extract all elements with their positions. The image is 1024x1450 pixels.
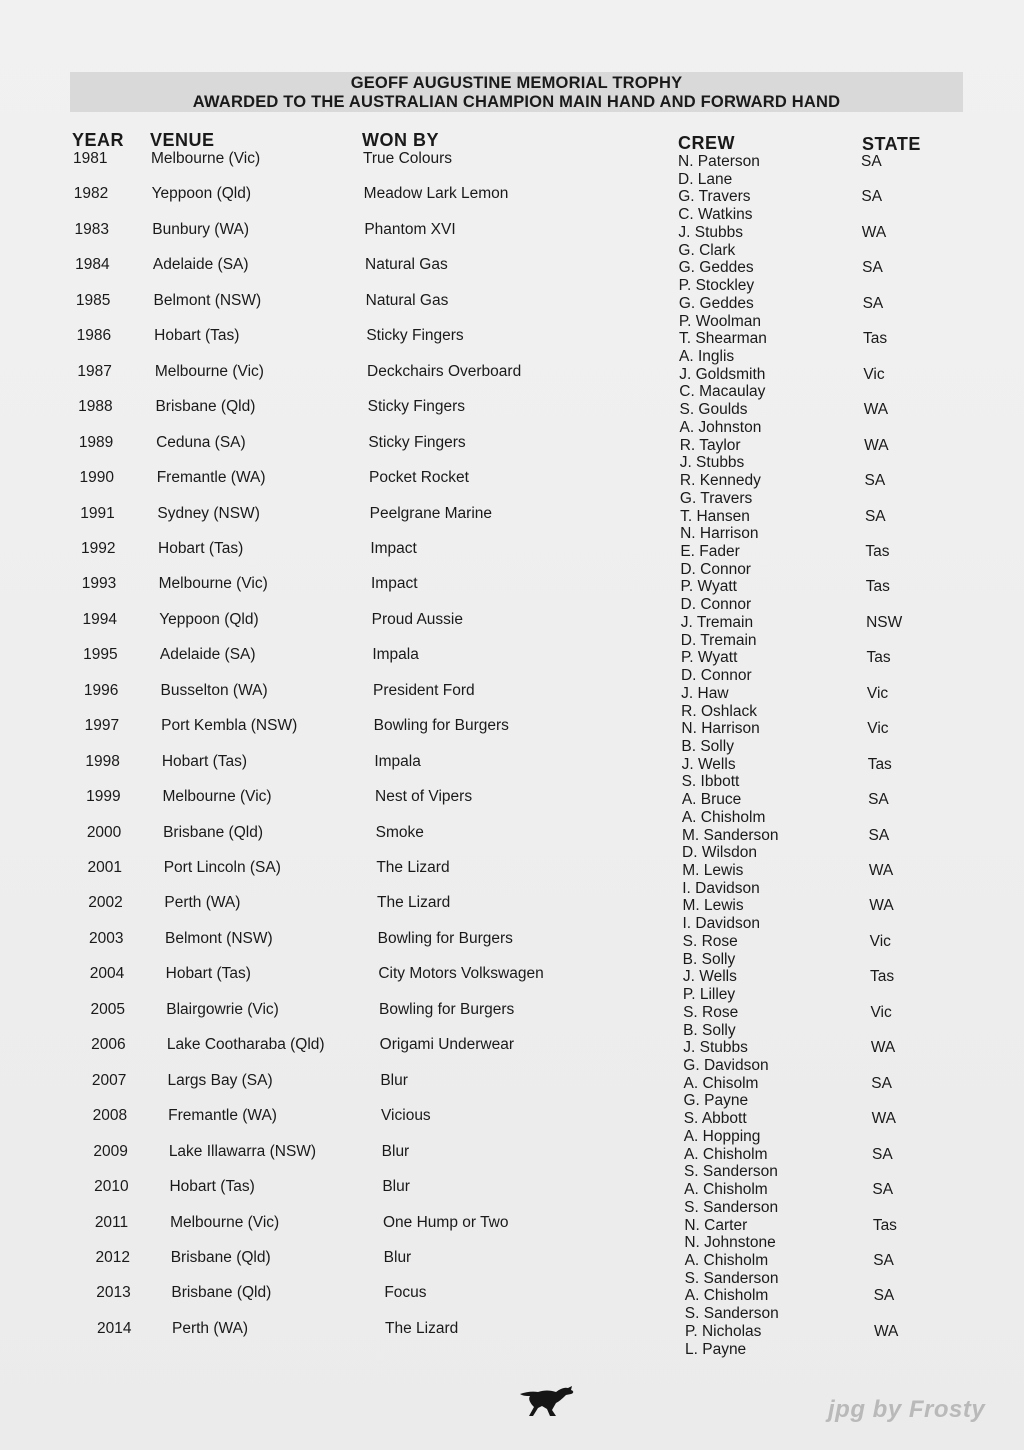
cell-year: 1982 — [73, 185, 109, 203]
cell-crew — [681, 720, 759, 756]
cell-year: 1995 — [83, 646, 118, 664]
cell-year: 1992 — [81, 539, 116, 557]
crew-member-1: A. Chisolm — [683, 1074, 759, 1092]
table-row — [0, 1284, 1024, 1323]
crew-member-1: P. Wyatt — [680, 649, 738, 667]
cell-year: 1990 — [79, 469, 115, 487]
cell-won-by: Blur — [382, 1178, 410, 1196]
crew-member-1: J. Wells — [682, 968, 737, 986]
cell-state: NSW — [866, 613, 903, 631]
crew-member-2: A. Johnston — [679, 418, 762, 436]
table-row — [0, 1143, 1024, 1179]
crew-member-1: R. Taylor — [679, 436, 741, 454]
cell-venue: Hobart (Tas) — [165, 965, 251, 983]
table-row — [0, 1214, 1024, 1250]
crew-member-1: J. Stubbs — [683, 1039, 748, 1057]
cell-state: Vic — [867, 720, 889, 738]
cell-won-by: One Hump or Two — [383, 1213, 509, 1231]
cell-state: WA — [874, 1322, 899, 1340]
table-row — [0, 1107, 1024, 1143]
cell-year: 2006 — [91, 1036, 126, 1054]
cell-state: Vic — [863, 365, 885, 383]
crew-member-2: A. Chisholm — [681, 808, 766, 826]
cell-venue: Perth (WA) — [164, 894, 241, 912]
cell-crew — [679, 295, 761, 331]
cell-venue: Fremantle (WA) — [168, 1107, 277, 1125]
crew-member-2: L. Payne — [685, 1340, 747, 1358]
crew-member-1: J. Haw — [681, 684, 729, 702]
cell-won-by: City Motors Volkswagen — [378, 965, 544, 983]
header-venue: VENUE — [150, 130, 215, 150]
cell-won-by: Meadow Lark Lemon — [363, 185, 509, 203]
cell-year: 2001 — [87, 859, 123, 876]
crew-member-1: S. Abbott — [683, 1110, 747, 1128]
cell-venue: Lake Cootharaba (Qld) — [166, 1036, 325, 1054]
cell-venue: Fremantle (WA) — [156, 469, 266, 487]
cell-year: 2012 — [95, 1248, 131, 1266]
cell-crew — [679, 259, 755, 295]
cell-crew — [680, 508, 758, 544]
cell-year: 2004 — [89, 965, 125, 983]
crew-member-2: C. Macaulay — [679, 383, 766, 401]
cell-state: SA — [868, 826, 890, 844]
cell-crew — [680, 472, 761, 508]
cell-state: SA — [864, 507, 886, 525]
table-row — [0, 256, 1024, 295]
crew-member-2: G. Payne — [683, 1092, 749, 1110]
cell-venue: Melbourne (Vic) — [151, 150, 261, 167]
crew-member-2: I. Davidson — [682, 915, 760, 933]
cell-venue: Melbourne (Vic) — [162, 788, 272, 806]
cell-won-by: Deckchairs Overboard — [367, 362, 522, 380]
cell-venue: Lake Illawarra (NSW) — [168, 1142, 317, 1160]
cell-venue: Adelaide (SA) — [152, 256, 249, 274]
cell-venue: Hobart (Tas) — [154, 327, 240, 345]
cell-won-by: Blur — [380, 1071, 408, 1089]
crew-member-2: A. Hopping — [683, 1127, 761, 1145]
cell-venue: Bunbury (WA) — [152, 220, 250, 238]
cell-state: Tas — [870, 968, 895, 986]
cell-year: 1984 — [75, 256, 110, 274]
cell-crew — [678, 153, 760, 189]
cell-year: 2010 — [94, 1178, 129, 1196]
table-row — [0, 894, 1024, 933]
table-row — [0, 1036, 1024, 1075]
cell-state: SA — [871, 1074, 892, 1092]
crew-member-1: M. Lewis — [682, 897, 744, 915]
cell-won-by: Focus — [384, 1284, 427, 1302]
crew-member-2: S. Sanderson — [684, 1305, 779, 1323]
cell-won-by: Nest of Vipers — [375, 788, 473, 806]
table-row — [0, 646, 1024, 685]
crew-member-2: D. Connor — [680, 667, 752, 685]
crew-member-2: G. Travers — [679, 489, 753, 507]
cell-won-by: Smoke — [375, 823, 424, 841]
cell-state: Tas — [865, 542, 890, 560]
cell-venue: Sydney (NSW) — [157, 504, 260, 522]
cell-crew — [681, 685, 757, 721]
cell-year: 2008 — [92, 1107, 128, 1125]
crew-member-2: N. Johnstone — [684, 1234, 776, 1252]
cell-won-by: The Lizard — [376, 859, 450, 876]
cell-year: 1999 — [86, 788, 121, 806]
crew-member-2: D. Lane — [678, 170, 733, 188]
crew-member-1: A. Chisholm — [683, 1145, 768, 1163]
cell-crew — [682, 897, 760, 933]
cell-won-by: Impala — [374, 752, 421, 770]
table-row — [0, 221, 1024, 257]
cell-year: 1985 — [75, 291, 111, 309]
cell-year: 2002 — [88, 894, 123, 912]
cell-state: SA — [864, 472, 886, 490]
cell-crew — [683, 968, 737, 1004]
crew-member-2: B. Solly — [683, 1021, 736, 1039]
cell-crew — [679, 366, 765, 402]
cell-year: 1994 — [82, 610, 117, 628]
crew-member-2: S. Sanderson — [684, 1269, 779, 1287]
cell-crew — [684, 1075, 759, 1111]
crew-member-1: T. Hansen — [680, 507, 750, 525]
crew-member-2: D. Wilsdon — [682, 844, 757, 862]
cell-crew — [684, 1110, 761, 1146]
table-row — [0, 753, 1024, 789]
cell-year: 1981 — [73, 150, 108, 167]
cell-year: 2003 — [89, 929, 124, 947]
cell-crew — [680, 437, 745, 473]
cell-won-by: Impact — [371, 575, 418, 593]
table-row — [0, 611, 1024, 647]
cell-crew — [683, 933, 738, 969]
cell-crew — [683, 1039, 768, 1075]
cell-won-by: President Ford — [373, 681, 475, 699]
cell-venue: Adelaide (SA) — [159, 646, 256, 664]
cell-state: SA — [872, 1181, 894, 1199]
cell-crew — [682, 791, 766, 827]
crew-member-1: N. Carter — [684, 1216, 748, 1234]
header-won-by: WON BY — [362, 130, 439, 150]
crew-member-1: T. Shearman — [679, 330, 767, 348]
cell-crew — [684, 1146, 778, 1182]
crew-member-1: J. Stubbs — [678, 223, 744, 241]
cell-year: 1998 — [85, 752, 120, 770]
table-row — [0, 930, 1024, 966]
crew-member-1: J. Goldsmith — [679, 365, 766, 383]
cell-year: 2013 — [96, 1284, 131, 1302]
crew-member-1: P. Nicholas — [685, 1322, 762, 1340]
cell-state: WA — [870, 1039, 896, 1057]
crew-member-1: G. Travers — [678, 188, 751, 206]
cell-venue: Port Kembla (NSW) — [161, 717, 298, 735]
cell-year: 1997 — [84, 717, 120, 735]
cell-venue: Melbourne (Vic) — [158, 575, 268, 593]
crew-member-2: D. Connor — [680, 560, 751, 578]
cell-state: WA — [861, 223, 887, 241]
cell-state: Vic — [870, 1003, 892, 1021]
table-row — [0, 1001, 1024, 1037]
crew-member-2: P. Lilley — [682, 986, 736, 1004]
crew-member-2: P. Woolman — [678, 312, 761, 330]
crew-member-1: N. Paterson — [678, 153, 760, 170]
crew-member-1: G. Geddes — [678, 294, 754, 312]
cell-year: 2000 — [86, 823, 122, 841]
cell-won-by: Phantom XVI — [364, 220, 456, 238]
cell-venue: Brisbane (Qld) — [163, 823, 264, 841]
table-row — [0, 859, 1024, 895]
crew-member-2: B. Solly — [681, 737, 734, 755]
crew-member-1: A. Chisholm — [684, 1181, 768, 1199]
cell-crew — [681, 649, 752, 685]
crew-member-1: M. Lewis — [682, 862, 744, 879]
crew-member-1: J. Wells — [681, 755, 736, 773]
cell-venue: Port Lincoln (SA) — [163, 859, 281, 876]
cell-venue: Perth (WA) — [172, 1319, 249, 1337]
table-row — [0, 327, 1024, 366]
cell-crew — [678, 224, 743, 260]
cell-won-by: Bowling for Burgers — [379, 1000, 515, 1018]
cell-state: SA — [873, 1287, 895, 1305]
cell-won-by: Sticky Fingers — [368, 433, 466, 451]
cell-crew — [680, 543, 751, 579]
cell-year: 1989 — [78, 433, 114, 451]
cell-venue: Yeppoon (Qld) — [159, 610, 259, 628]
table-row — [0, 505, 1024, 541]
cell-venue: Belmont (NSW) — [153, 291, 262, 309]
cell-state: SA — [861, 188, 883, 206]
cell-venue: Blairgowrie (Vic) — [166, 1000, 279, 1018]
cell-won-by: Vicious — [381, 1107, 431, 1125]
crew-member-2: G. Davidson — [683, 1057, 769, 1075]
title-line-1: GEOFF AUGUSTINE MEMORIAL TROPHY — [350, 74, 683, 92]
cell-crew — [681, 578, 752, 614]
cell-won-by: Natural Gas — [365, 291, 449, 309]
table-row — [0, 469, 1024, 505]
cell-crew — [685, 1252, 779, 1288]
header-crew: CREW — [678, 133, 735, 153]
table-row — [0, 788, 1024, 824]
cell-state: SA — [861, 153, 882, 170]
table-row — [0, 575, 1024, 614]
watermark-text: jpg by Frosty — [828, 1396, 986, 1423]
cell-venue: Ceduna (SA) — [156, 433, 246, 451]
cell-state: Vic — [869, 932, 891, 950]
title-line-2: AWARDED TO THE AUSTRALIAN CHAMPION MAIN HAND AND FORWARD HAND — [192, 93, 841, 111]
cell-year: 1987 — [77, 362, 112, 380]
kangaroo-icon — [516, 1382, 576, 1418]
cell-state: WA — [869, 897, 894, 915]
cell-state: Tas — [865, 578, 890, 596]
cell-won-by: True Colours — [363, 150, 453, 167]
crew-member-2: B. Solly — [682, 950, 736, 968]
cell-won-by: Pocket Rocket — [369, 469, 469, 487]
cell-won-by: Bowling for Burgers — [373, 717, 509, 735]
cell-state: SA — [862, 294, 884, 312]
table-row — [0, 363, 1024, 399]
crew-member-2: C. Watkins — [678, 206, 753, 224]
crew-member-2: J. Stubbs — [679, 454, 745, 472]
cell-year: 1988 — [78, 398, 113, 416]
header-state: STATE — [862, 134, 921, 154]
cell-year: 1983 — [74, 220, 109, 238]
crew-member-2: S. Sanderson — [684, 1198, 779, 1216]
crew-member-2: R. Oshlack — [681, 702, 757, 720]
crew-member-2: D. Connor — [680, 596, 752, 614]
table-row — [0, 540, 1024, 576]
table-row — [0, 398, 1024, 434]
cell-state: SA — [868, 791, 889, 809]
crew-member-1: S. Rose — [682, 932, 738, 950]
table-row — [0, 292, 1024, 328]
cell-venue: Hobart (Tas) — [161, 752, 248, 770]
crew-member-2: I. Davidson — [682, 879, 760, 897]
cell-venue: Brisbane (Qld) — [171, 1284, 272, 1302]
cell-year: 1991 — [80, 504, 115, 522]
cell-crew — [682, 862, 760, 898]
cell-won-by: Impala — [372, 646, 419, 664]
crew-member-1: A. Bruce — [681, 791, 742, 809]
cell-venue: Belmont (NSW) — [165, 929, 273, 947]
cell-venue: Busselton (WA) — [160, 681, 268, 699]
cell-venue: Brisbane (Qld) — [170, 1248, 271, 1266]
cell-won-by: The Lizard — [385, 1319, 459, 1337]
cell-won-by: Blur — [381, 1142, 410, 1160]
table-row — [0, 965, 1024, 1004]
table-row — [0, 185, 1024, 224]
crew-member-2: S. Ibbott — [681, 773, 740, 791]
cell-won-by: Impact — [370, 539, 417, 557]
cell-won-by: Sticky Fingers — [367, 398, 465, 416]
cell-state: WA — [871, 1110, 897, 1128]
crew-member-2: P. Stockley — [678, 277, 755, 295]
cell-venue: Brisbane (Qld) — [155, 398, 256, 416]
cell-state: Tas — [867, 755, 892, 773]
cell-won-by: Bowling for Burgers — [377, 929, 513, 947]
table-row — [0, 824, 1024, 860]
cell-state: WA — [868, 862, 894, 879]
crew-member-1: R. Kennedy — [679, 472, 761, 490]
crew-member-1: A. Chisholm — [684, 1251, 769, 1269]
cell-crew — [679, 330, 767, 366]
cell-year: 1996 — [83, 681, 119, 699]
crew-member-2: G. Clark — [678, 241, 736, 259]
table-row — [0, 1072, 1024, 1108]
cell-venue: Hobart (Tas) — [169, 1178, 255, 1196]
cell-crew — [682, 756, 740, 792]
cell-year: 2011 — [94, 1213, 129, 1231]
cell-state: SA — [873, 1251, 894, 1269]
cell-crew — [678, 188, 752, 224]
cell-won-by: Natural Gas — [365, 256, 448, 274]
crew-member-1: M. Sanderson — [682, 826, 779, 844]
cell-state: SA — [872, 1145, 893, 1163]
table-row — [0, 1320, 1024, 1356]
cell-venue: Largs Bay (SA) — [167, 1071, 273, 1089]
crew-member-2: S. Sanderson — [683, 1163, 778, 1181]
cell-crew — [681, 614, 757, 650]
cell-state: Tas — [866, 649, 891, 667]
cell-state: SA — [862, 259, 883, 277]
table-row — [0, 717, 1024, 753]
table-row — [0, 434, 1024, 470]
cell-year: 1986 — [76, 327, 112, 345]
cell-state: Vic — [866, 684, 889, 702]
cell-year: 2007 — [91, 1071, 127, 1089]
crew-member-1: G. Geddes — [678, 259, 754, 277]
cell-year: 1993 — [81, 575, 117, 593]
table-row — [0, 1178, 1024, 1214]
crew-member-2: N. Harrison — [680, 525, 759, 543]
cell-crew — [685, 1287, 779, 1323]
crew-member-2: D. Tremain — [680, 631, 757, 649]
table-row — [0, 682, 1024, 718]
cell-won-by: The Lizard — [377, 894, 451, 912]
cell-crew — [684, 1217, 775, 1253]
crew-member-1: A. Chisholm — [684, 1287, 769, 1305]
crew-member-2: A. Inglis — [679, 348, 735, 366]
cell-state: Tas — [872, 1216, 897, 1234]
cell-year: 2009 — [93, 1142, 128, 1160]
table-row — [0, 1249, 1024, 1285]
crew-member-1: N. Harrison — [681, 720, 760, 738]
cell-state: Tas — [862, 330, 888, 348]
cell-venue: Melbourne (Vic) — [170, 1213, 280, 1231]
crew-member-1: S. Rose — [683, 1003, 739, 1021]
crew-member-1: E. Fader — [680, 542, 740, 560]
crew-member-1: J. Tremain — [680, 613, 754, 631]
cell-won-by: Proud Aussie — [371, 610, 463, 628]
cell-year: 2005 — [90, 1000, 125, 1018]
cell-venue: Hobart (Tas) — [158, 539, 244, 557]
cell-venue: Yeppoon (Qld) — [151, 185, 252, 203]
cell-crew — [685, 1323, 761, 1359]
cell-state: WA — [864, 436, 889, 454]
cell-won-by: Blur — [383, 1248, 412, 1266]
cell-crew — [679, 401, 761, 437]
cell-venue: Melbourne (Vic) — [154, 362, 264, 380]
cell-crew — [683, 1004, 738, 1040]
crew-member-1: P. Wyatt — [680, 578, 737, 596]
cell-year: 2014 — [97, 1319, 132, 1337]
header-year: YEAR — [72, 130, 125, 150]
cell-state: WA — [863, 401, 889, 419]
cell-crew — [682, 827, 779, 863]
cell-crew — [684, 1181, 778, 1217]
crew-member-1: S. Goulds — [679, 401, 748, 419]
cell-won-by: Sticky Fingers — [366, 327, 464, 345]
cell-won-by: Peelgrane Marine — [369, 504, 493, 522]
cell-won-by: Origami Underwear — [379, 1036, 515, 1054]
table-row — [0, 150, 1024, 186]
